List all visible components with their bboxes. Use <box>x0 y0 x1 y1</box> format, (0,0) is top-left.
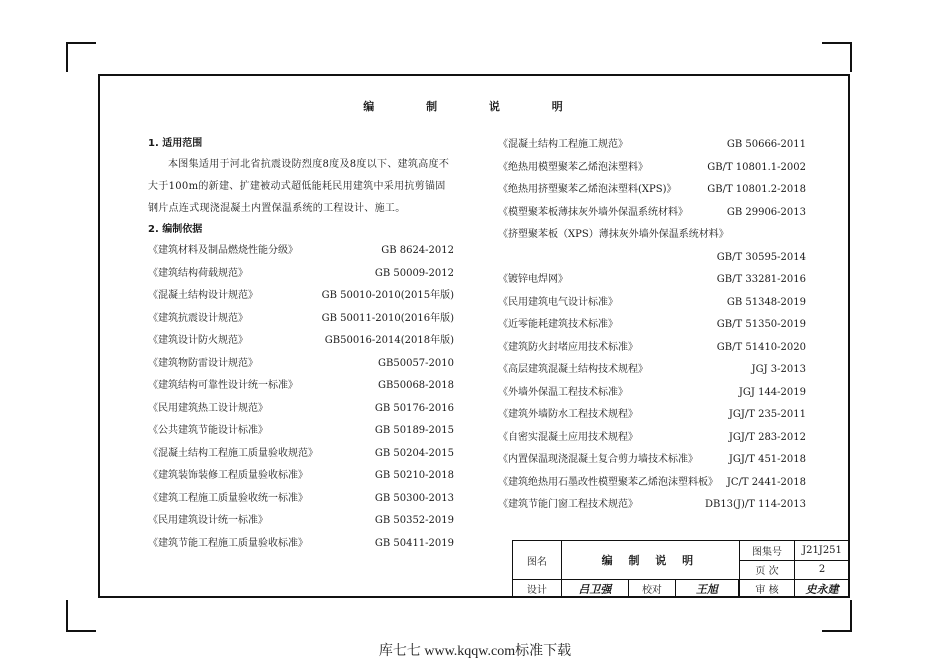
label-atlas-number: 图集号 <box>740 541 795 561</box>
standard-code: JGJ/T 283-2012 <box>728 431 806 443</box>
left-column <box>148 134 454 555</box>
footer-watermark: 库七七 www.kqqw.com标准下载 <box>378 644 572 659</box>
section-heading-scope: 1. 适用范围 <box>148 138 203 149</box>
atlas-number: J21J251 <box>795 541 850 561</box>
standard-name: 《建筑节能门窗工程技术规范》 <box>498 499 638 510</box>
standard-row <box>148 263 454 286</box>
standard-code: GB/T 10801.2-2018 <box>707 184 806 195</box>
label-review: 审 核 <box>740 580 795 598</box>
standard-code: GB 51348-2019 <box>726 296 806 308</box>
standard-code: GB 8624-2012 <box>381 245 454 256</box>
standard-name: 《民用建筑设计统一标准》 <box>148 515 268 526</box>
standard-code: GB 50009-2012 <box>374 267 454 279</box>
standard-row <box>498 292 806 315</box>
standard-row <box>148 533 454 556</box>
standard-code: JC/T 2441-2018 <box>726 476 806 488</box>
standard-code: GB/T 33281-2016 <box>716 274 806 285</box>
standard-row <box>148 443 454 466</box>
standard-row <box>148 353 454 376</box>
signature-review: 史永建 <box>795 580 850 598</box>
signature-check: 王旭 <box>675 580 738 598</box>
standard-code: JGJ 144-2019 <box>738 386 806 398</box>
standard-name: 《高层建筑混凝土结构技术规程》 <box>498 364 648 375</box>
standard-name: 《建筑绝热用石墨改性模塑聚苯乙烯泡沫塑料板》 <box>498 476 718 488</box>
standard-row <box>498 202 806 225</box>
standard-row <box>148 375 454 398</box>
label-design: 设计 <box>513 580 562 598</box>
standard-code: GB50068-2018 <box>378 380 454 391</box>
standard-code: GB/T 30595-2014 <box>716 251 806 263</box>
standard-name: 《建筑抗震设计规范》 <box>148 312 248 324</box>
standard-name: 《建筑外墙防水工程技术规程》 <box>498 409 638 420</box>
standard-row <box>498 427 806 450</box>
standard-name: 《内置保温现浇混凝土复合剪力墙技术标准》 <box>498 454 698 465</box>
standard-row <box>148 398 454 421</box>
standard-row <box>498 359 806 382</box>
corner-mark-bottom-right <box>822 600 852 632</box>
standard-name: 《建筑节能工程施工质量验收标准》 <box>148 537 308 549</box>
drawing-name: 编 制 说 明 <box>561 541 739 580</box>
standards-list-right <box>498 134 806 517</box>
right-column <box>498 134 806 517</box>
standard-name: 《混凝土结构设计规范》 <box>148 290 258 301</box>
standard-row <box>498 269 806 292</box>
corner-mark-top-left <box>66 42 96 72</box>
standard-name: 《建筑结构可靠性设计统一标准》 <box>148 380 298 391</box>
standard-name: 《绝热用挤塑聚苯乙烯泡沫塑料(XPS)》 <box>498 184 677 195</box>
standard-name: 《混凝土结构工程施工规范》 <box>498 139 628 150</box>
standard-code: GB50016-2014(2018年版) <box>324 335 454 346</box>
standard-name: 《建筑设计防火规范》 <box>148 335 248 346</box>
signature-design: 吕卫强 <box>561 580 628 598</box>
standard-name: 《建筑防火封堵应用技术标准》 <box>498 341 638 353</box>
standard-row <box>148 285 454 308</box>
label-drawing-name: 图名 <box>513 541 562 580</box>
standard-code: GB 50411-2019 <box>374 537 454 549</box>
page-title: 编 制 说 明 <box>363 100 587 113</box>
standard-code: GB 50352-2019 <box>374 515 454 526</box>
standard-name: 《建筑结构荷载规范》 <box>148 267 248 279</box>
standard-code: DB13(J)/T 114-2013 <box>704 499 806 510</box>
standard-name: 《绝热用模塑聚苯乙烯泡沫塑料》 <box>498 161 648 173</box>
standard-code: GB/T 10801.1-2002 <box>707 161 806 173</box>
standard-name: 《镀锌电焊网》 <box>498 274 568 285</box>
page-number: 2 <box>795 560 850 580</box>
standard-name: 《建筑工程施工质量验收统一标准》 <box>148 492 308 504</box>
standard-code: GB 50210-2018 <box>374 470 454 481</box>
standards-list-left <box>148 240 454 555</box>
standard-code: JGJ/T 235-2011 <box>728 409 806 420</box>
standard-code: GB 50666-2011 <box>726 139 806 150</box>
standard-row <box>498 404 806 427</box>
standard-row <box>148 420 454 443</box>
standard-code: GB50057-2010 <box>378 357 454 369</box>
standard-name: 《建筑材料及制品燃烧性能分级》 <box>148 245 298 256</box>
standard-name: 《自密实混凝土应用技术规程》 <box>498 431 638 443</box>
standard-row <box>148 488 454 511</box>
standard-name: 《公共建筑节能设计标准》 <box>148 425 268 436</box>
standard-code: GB 50300-2013 <box>374 492 454 504</box>
standard-row <box>498 314 806 337</box>
standard-name: 《混凝土结构工程施工质量验收规范》 <box>148 447 318 459</box>
standard-code: JGJ/T 451-2018 <box>728 454 806 465</box>
standard-name: 《模塑聚苯板薄抹灰外墙外保温系统材料》 <box>498 206 688 218</box>
standard-row <box>498 224 806 269</box>
standard-name: 《民用建筑热工设计规范》 <box>148 402 268 414</box>
standard-code: JGJ 3-2013 <box>751 364 806 375</box>
standard-row <box>498 494 806 517</box>
section-heading-basis: 2. 编制依据 <box>148 224 203 235</box>
label-check: 校对 <box>629 580 676 598</box>
standard-row <box>148 510 454 533</box>
corner-mark-bottom-left <box>66 600 96 632</box>
standard-name: 《建筑装饰装修工程质量验收标准》 <box>148 470 308 481</box>
standard-code: GB/T 51350-2019 <box>716 319 806 330</box>
standard-code: GB 50204-2015 <box>374 447 454 459</box>
standard-name: 《民用建筑电气设计标准》 <box>498 296 618 308</box>
label-page-number: 页 次 <box>740 560 795 580</box>
standard-name: 《近零能耗建筑技术标准》 <box>498 319 618 330</box>
standard-row <box>498 157 806 180</box>
standard-name: 《外墙外保温工程技术标准》 <box>498 386 628 398</box>
title-block <box>512 540 850 598</box>
standard-row <box>498 337 806 360</box>
standard-row <box>498 449 806 472</box>
standard-code: GB 50176-2016 <box>374 402 454 414</box>
standard-row <box>148 330 454 353</box>
standard-name: 《挤塑聚苯板（XPS）薄抹灰外墙外保温系统材料》 <box>498 229 729 240</box>
standard-code: GB 29906-2013 <box>726 206 806 218</box>
standard-row <box>498 382 806 405</box>
standard-code: GB/T 51410-2020 <box>716 341 806 353</box>
standard-row <box>148 308 454 331</box>
standard-row <box>498 472 806 495</box>
standard-code: GB 50010-2010(2015年版) <box>321 290 454 301</box>
standard-code: GB 50011-2010(2016年版) <box>321 312 454 324</box>
scope-paragraph: 本图集适用于河北省抗震设防烈度8度及8度以下、建筑高度不大于100m的新建、扩建被动式超低能耗民用建筑中采用抗剪锚固钢片点连式现浇混凝土内置保温系统的工程设计、施工。 <box>148 159 450 214</box>
standard-row <box>498 179 806 202</box>
standard-row <box>148 240 454 263</box>
standard-row <box>148 465 454 488</box>
standard-name: 《建筑物防雷设计规范》 <box>148 357 258 369</box>
standard-code: GB 50189-2015 <box>374 425 454 436</box>
standard-row <box>498 134 806 157</box>
corner-mark-top-right <box>822 42 852 72</box>
